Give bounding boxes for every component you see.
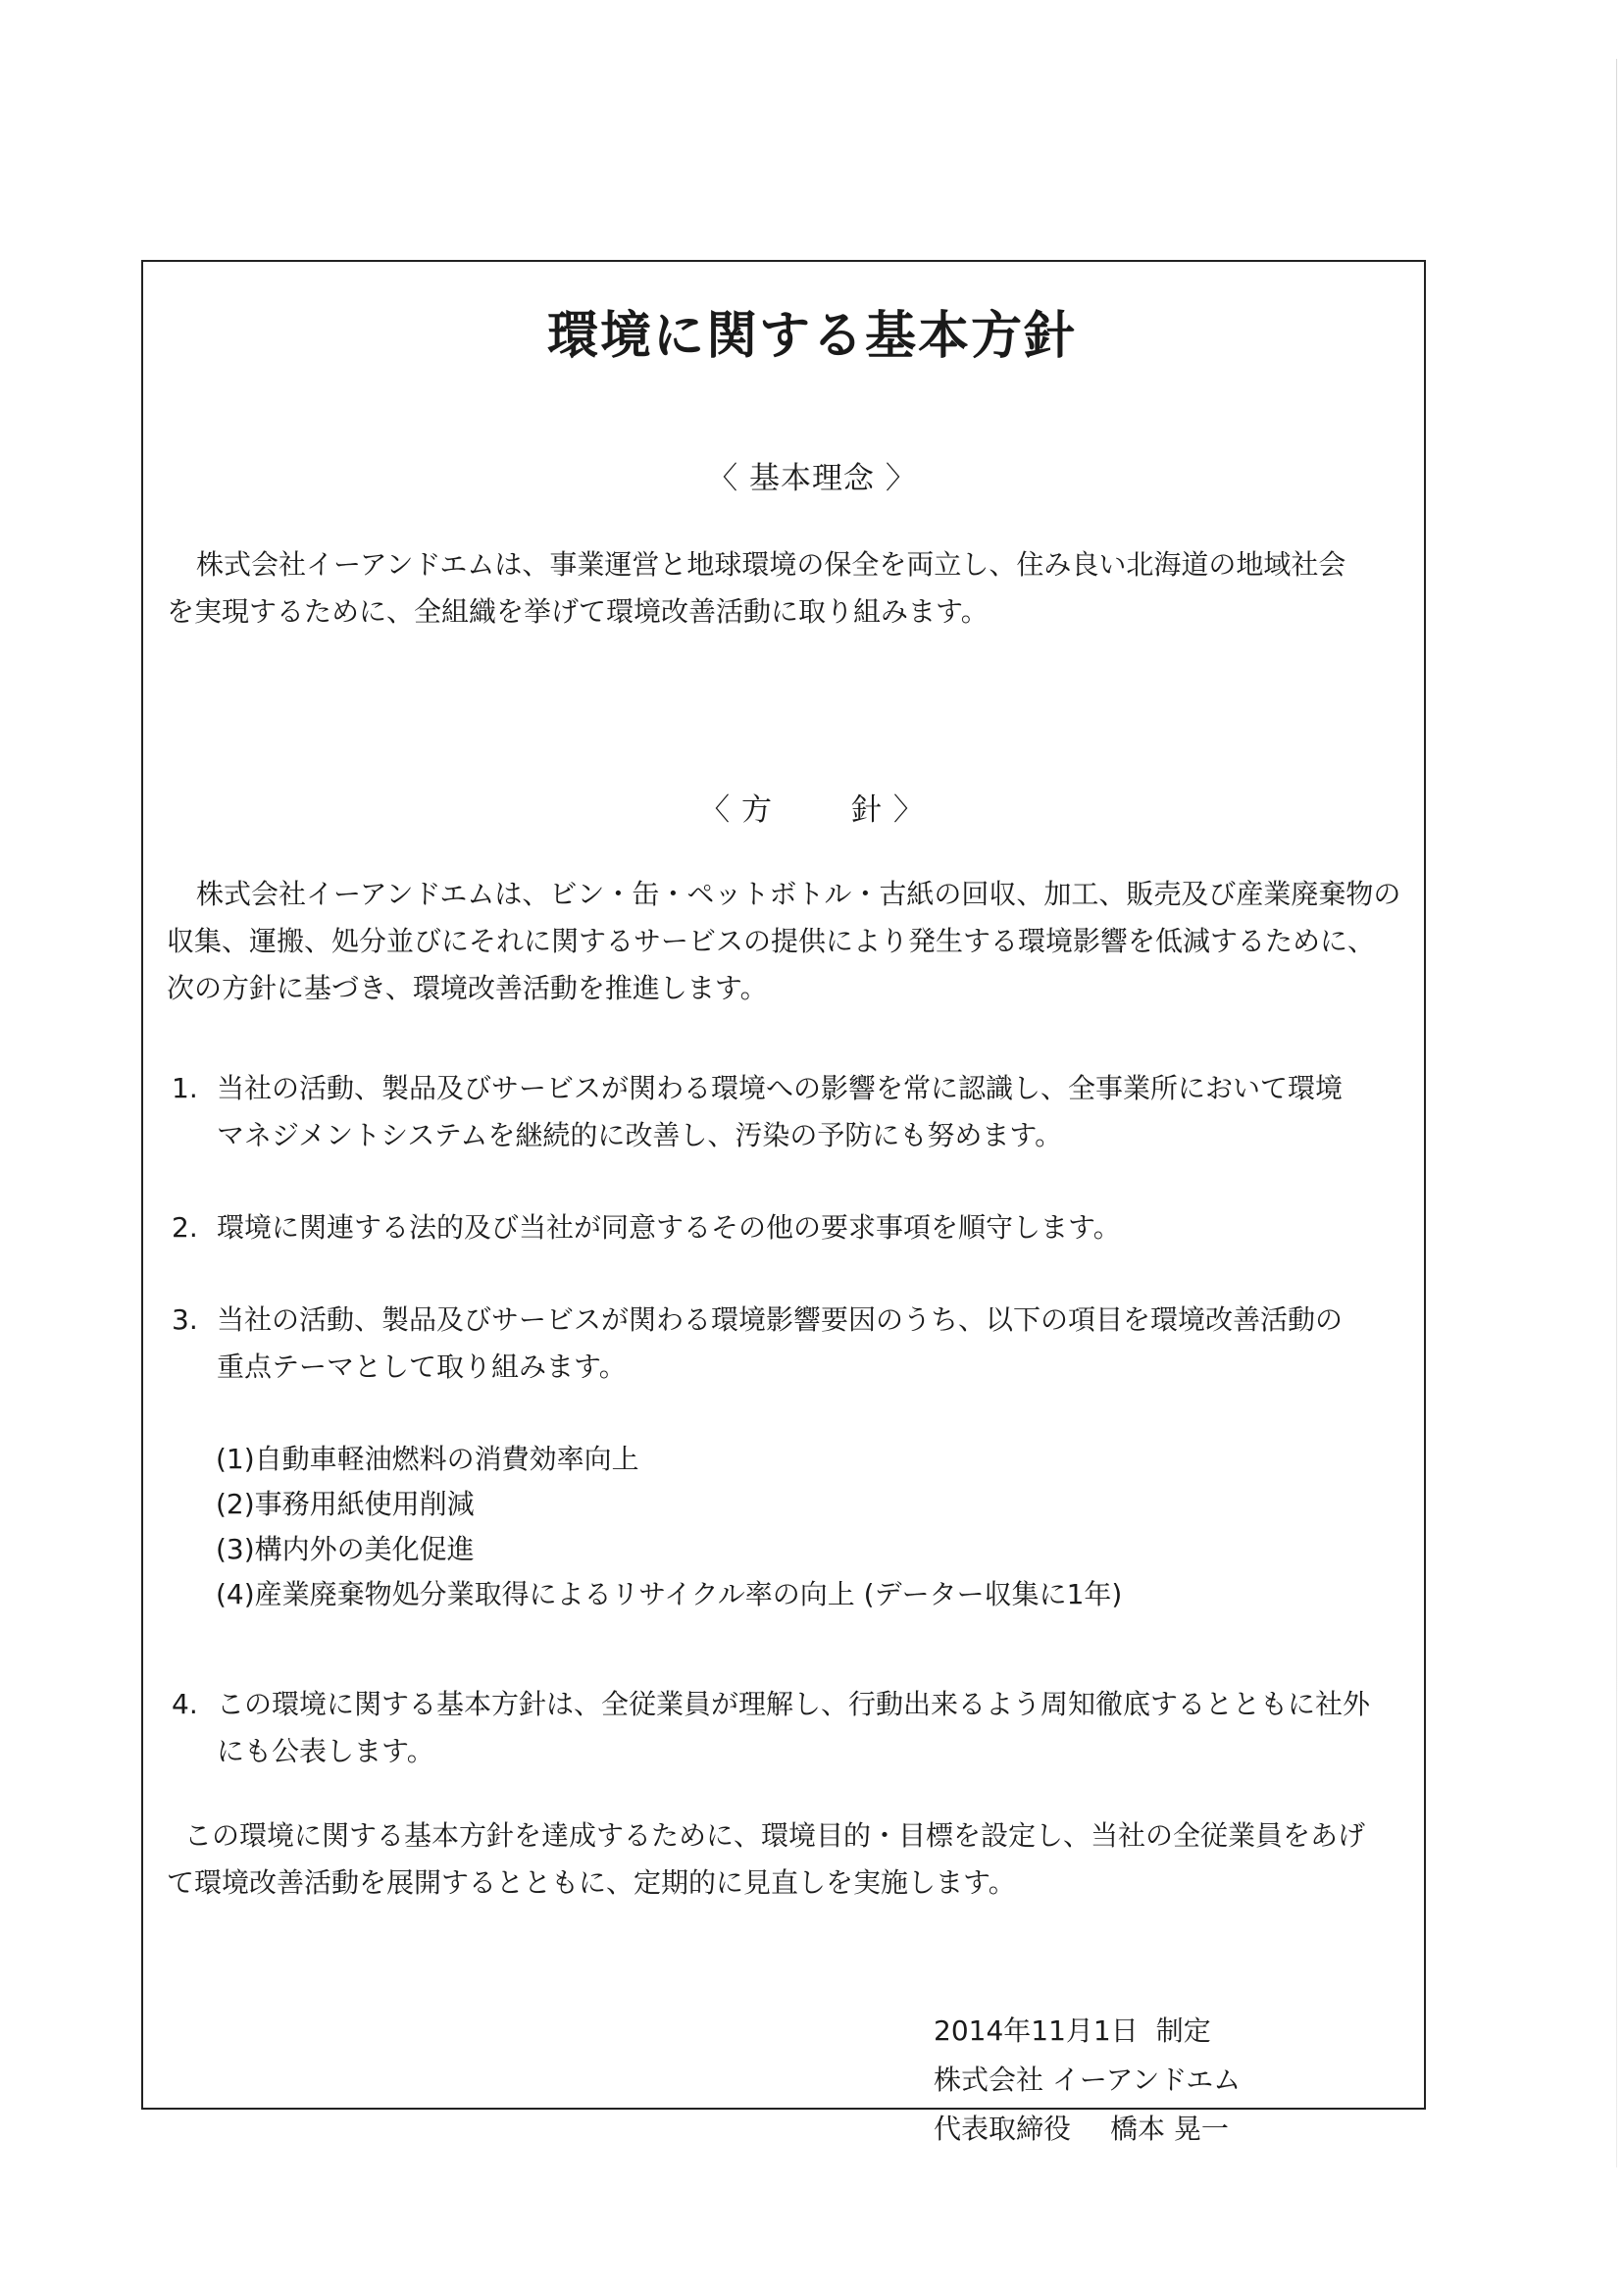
company-name: 株式会社 イーアンドエム [934, 2064, 1242, 2096]
theme-item-1: (1)自動車軽油燃料の消費効率向上 [216, 1443, 639, 1475]
policy-intro [167, 871, 1442, 1012]
enactment-label: 制定 [1155, 2014, 1211, 2047]
page-title: 環境に関する基本方針 [546, 307, 1077, 366]
item-line: 環境に関連する法的及び当社が同意するその他の要求事項を順守します。 [217, 1211, 1121, 1244]
policy-heading-left: 〈 方 [699, 792, 773, 828]
item-number: 4. [172, 1688, 198, 1720]
theme-item-4: (4)産業廃棄物処分業取得によるリサイクル率の向上 (データー収集に1年) [216, 1578, 1123, 1610]
item-number: 3. [172, 1303, 198, 1336]
item-line: 重点テーマとして取り組みます。 [217, 1351, 627, 1383]
representative-title: 代表取締役 [934, 2113, 1072, 2145]
policy-intro-line-3: 次の方針に基づき、環境改善活動を推進します。 [167, 972, 768, 1004]
item-line: 当社の活動、製品及びサービスが関わる環境への影響を常に認識し、全事業所において環境 [217, 1072, 1344, 1104]
item-number: 2. [172, 1211, 198, 1244]
policy-intro-line-2: 収集、運搬、処分並びにそれに関するサービスの提供により発生する環境影響を低減するために、 [167, 925, 1376, 957]
philosophy-heading: 〈 基本理念 〉 [707, 461, 917, 496]
theme-item-3: (3)構内外の美化促進 [216, 1533, 475, 1565]
policy-heading [0, 785, 1624, 829]
policy-item-1 [172, 1065, 1417, 1159]
item-line: マネジメントシステムを継続的に改善し、汚染の予防にも努めます。 [217, 1119, 1063, 1151]
enactment-date: 2014年11月1日 [934, 2014, 1139, 2047]
philosophy-line-1: 株式会社イーアンドエムは、事業運営と地球環境の保全を両立し、住み良い北海道の地域社会 [196, 548, 1346, 581]
enactment-date-line [934, 2007, 1241, 2056]
policy-item-4 [172, 1681, 1417, 1775]
scan-edge-line [1616, 59, 1617, 2167]
closing-line-2: て環境改善活動を展開するとともに、定期的に見直しを実施します。 [167, 1866, 1016, 1899]
policy-intro-line-1: 株式会社イーアンドエムは、ビン・缶・ペットボトル・古紙の回収、加工、販売及び産業廃棄物の [196, 878, 1401, 910]
item-number: 1. [172, 1072, 198, 1104]
item-line: この環境に関する基本方針は、全従業員が理解し、行動出来るよう周知徹底するとともに社外 [217, 1688, 1371, 1720]
representative-name: 橋本 晃一 [1110, 2113, 1229, 2145]
policy-heading-right: 針 〉 [851, 792, 925, 828]
policy-item-3 [172, 1297, 1417, 1391]
representative-line [934, 2105, 1241, 2154]
signature-block [934, 2007, 1241, 2154]
philosophy-text [167, 541, 1442, 636]
item-line: 当社の活動、製品及びサービスが関わる環境影響要因のうち、以下の項目を環境改善活動の [217, 1303, 1344, 1336]
closing-text [167, 1812, 1430, 1907]
item-line: にも公表します。 [217, 1735, 434, 1767]
closing-line-1: この環境に関する基本方針を達成するために、環境目的・目標を設定し、当社の全従業員をあげ [184, 1819, 1366, 1852]
philosophy-line-2: を実現するために、全組織を挙げて環境改善活動に取り組みます。 [167, 595, 989, 628]
policy-item-2 [172, 1204, 1417, 1251]
theme-list [216, 1437, 1122, 1617]
theme-item-2: (2)事務用紙使用削減 [216, 1488, 475, 1520]
